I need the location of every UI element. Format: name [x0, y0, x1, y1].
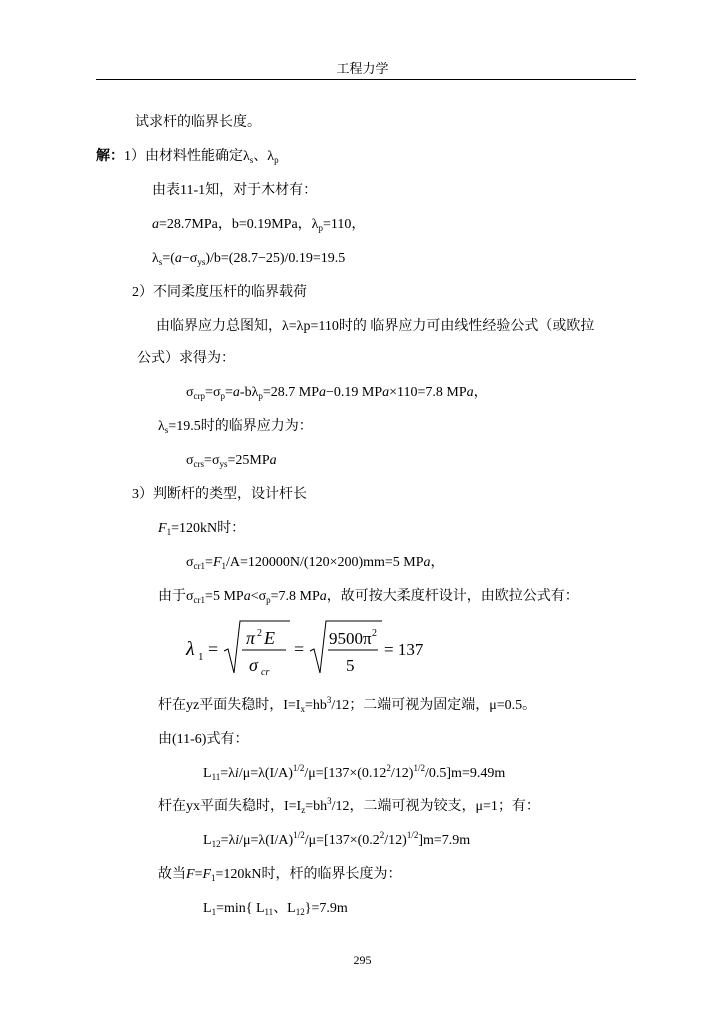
critical-stress-text-cont: 公式）求得为： [137, 351, 235, 366]
solution-line-1: 解：1）由材料性能确定$\lambda_s$、$\lambda_p$ [96, 149, 279, 165]
sigma-crp-formula: $\sigma_{crp}=\sigma_p=a-b\lambda_p=28.7$ MPa−0.19 MPa×110=7.8 MPa， [186, 385, 488, 401]
yx-plane-text-2: ，二端可视为铰支， [349, 799, 476, 814]
design-choice: 由于$\sigma_{cr1}=5$ $MPa<\sigma_p=7.8$ MPa，故可按大柔度杆设计，由欧拉公式有： [158, 589, 579, 605]
design-choice-text: ，故可按大柔度杆设计，由欧拉公式有： [326, 589, 579, 604]
formula-five: 5 [346, 656, 355, 675]
formula-9500pi: 9500π [329, 629, 372, 648]
step-1-text: 1）由材料性能确定λ [124, 149, 250, 164]
yz-plane-buckling: 杆在yz平面失稳时，$I=I_x=hb^3/12$；二端可视为固定端，μ=0.5。 [158, 695, 537, 714]
header-rule [96, 79, 636, 80]
euler-lambda-formula [186, 615, 424, 680]
conclusion-text: 故当 [158, 867, 186, 882]
conclusion: 故当$F=F_1=120kN$时，杆的临界长度为： [158, 867, 402, 883]
step-2-heading: 2）不同柔度压杆的临界载荷 [132, 285, 307, 300]
formula-lambda-sub: 1 [198, 651, 204, 663]
material-constants: a=28.7MPa，b=0.19MPa，$\lambda_p=110$， [152, 217, 366, 233]
lambda-s-stress: $\lambda_s=19.5$时的临界应力为： [158, 419, 313, 435]
formula-result: = 137 [384, 640, 424, 659]
l12-formula: $L_{12}=\lambda i/\mu=\lambda(I/A)^{1/2}/\mu=[137\times(0.2^2/12)^{1/2}]m=7.9m$ [203, 830, 471, 849]
svg-text:=: = [294, 639, 305, 659]
page-number: 295 [353, 953, 372, 967]
conclusion-text-2: 时，杆的临界长度为： [261, 867, 402, 882]
load-case-f1-text: 时： [217, 521, 246, 536]
sigma-crs-formula: $\sigma_{crs}=\sigma_{ys}=25MPa$ [186, 453, 277, 469]
formula-e: E [264, 628, 275, 648]
formula-lambda: λ [186, 638, 195, 660]
table-reference: 由表11-1知，对于木材有： [152, 183, 318, 198]
formula-sigma: σ [249, 655, 258, 675]
formula-pi-1: π [246, 628, 256, 648]
sigma-cr1-formula: $\sigma_{cr1}=F_1/A=120000N/(120\times 200)mm=5$ MPa， [186, 555, 445, 571]
lambda-s-calc: $\lambda_s=(a-\sigma_{ys})/b=(28.7-25)/0.19=19.5$ [152, 251, 346, 267]
running-header: 工程力学 [336, 61, 389, 76]
critical-stress-text: 由临界应力总图知，λ=λp=110时的 临界应力可由线性经验公式（或欧拉 [156, 319, 595, 334]
lambda-s-stress-text: 时的临界应力为： [200, 419, 313, 434]
yx-plane-buckling: 杆在yx平面失稳时，$I=I_z=bh^3/12$，二端可视为铰支，μ=1；有： [158, 796, 540, 815]
yx-plane-text: 杆在yx平面失稳时， [158, 799, 284, 814]
l1-result: $L_1=\min${ $L_{11}$、$L_{12}\}=7.9m$ [203, 901, 348, 917]
step-3-heading: 3）判断杆的类型，设计杆长 [132, 487, 307, 502]
svg-text:=: = [208, 639, 219, 659]
l11-formula: $L_{11}=\lambda i/\mu=\lambda(I/A)^{1/2}/\mu=[137\times(0.12^2/12)^{1/2}/0.5]m=9.49m$ [203, 763, 506, 782]
solution-label: 解： [96, 149, 124, 164]
formula-sigma-sub: cr [261, 667, 270, 678]
problem-statement: 试求杆的临界长度。 [135, 115, 261, 130]
yz-plane-text-2: ；二端可视为固定端， [349, 698, 490, 713]
eq-reference: 由(11-6)式有： [158, 732, 249, 747]
svg-text:2: 2 [372, 628, 377, 639]
yz-plane-text: 杆在yz平面失稳时， [158, 698, 284, 713]
load-case-f1: $F_1=120kN$时： [158, 521, 246, 537]
svg-text:2: 2 [257, 628, 262, 639]
yx-plane-text-3: ；有： [497, 799, 540, 814]
